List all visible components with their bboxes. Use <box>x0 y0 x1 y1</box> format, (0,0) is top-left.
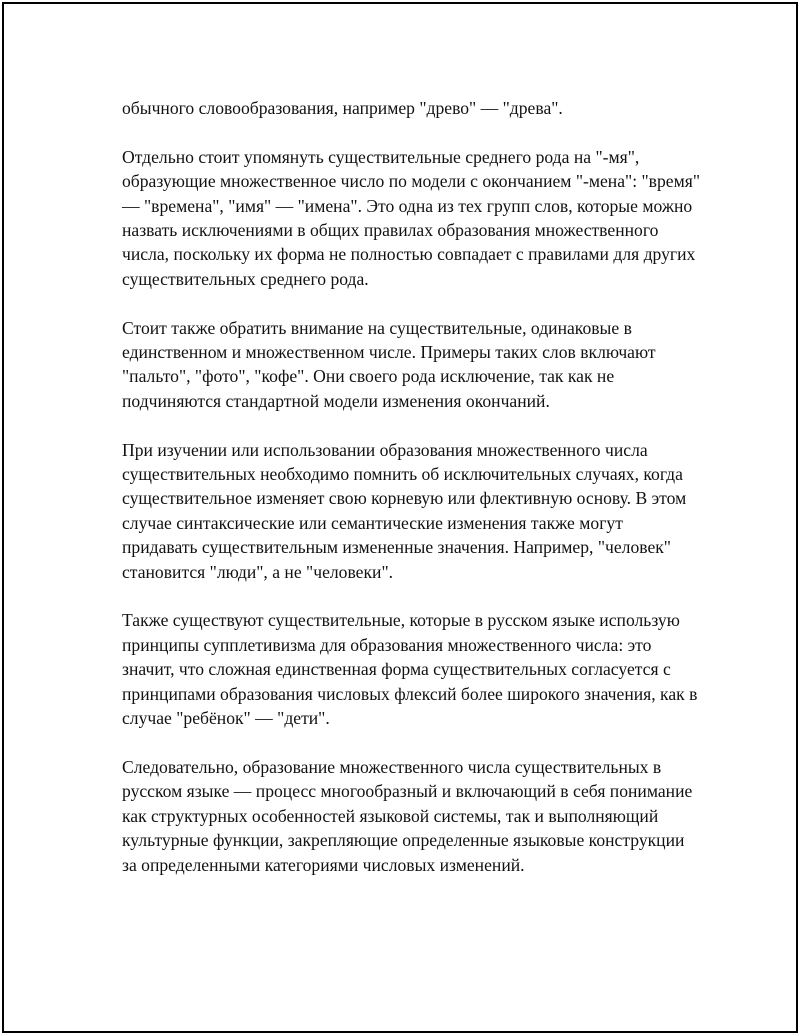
paragraph: При изучении или использовании образования множественного числа существительных необходимо помнить об исключительных случаях, когда существительное изменяет свою корневую или флективную основу. В этом случае синтаксические или семантические изменения также могут придавать существительным измененные значения. Например, "человек" становится "люди", а не "человеки". <box>122 439 687 582</box>
paragraph: Стоит также обратить внимание на существительные, одинаковые в единственном и множественном числе. Примеры таких слов включают "пальто", "фото", "кофе". Они своего рода исключение, так как не подчиняются стандартной модели изменения окончаний. <box>122 317 656 411</box>
paragraph: Отдельно стоит упомянуть существительные среднего рода на "-мя", образующие множественное число по модели с окончанием "-мена": "время" — "времена", "имя" — "имена". Это одна из тех групп слов, которые можно назвать исключениями в общих правилах образования множественного числа, поскольку их форма не полностью совпадает с правилами для других существительных среднего рода. <box>122 146 700 289</box>
document-body <box>122 96 702 901</box>
paragraph: Также существуют существительные, которые в русском языке использую принципы супплетивизма для образования множественного числа: это значит, что сложная единственная форма существительных согласуется с принципами образования числовых флексий более широкого значения, как в случае "ребёнок" — "дети". <box>122 610 698 729</box>
paragraph: Следовательно, образование множественного числа существительных в русском языке — процесс многообразный и включающий в себя понимание как структурных особенностей языковой системы, так и выполняющий культурные функции, закрепляющие определенные языковые конструкции за определенными категориями числовых изменений. <box>122 756 693 875</box>
paragraph: обычного словообразования, например "древо" — "древа". <box>122 98 563 118</box>
page-frame <box>2 2 798 1033</box>
